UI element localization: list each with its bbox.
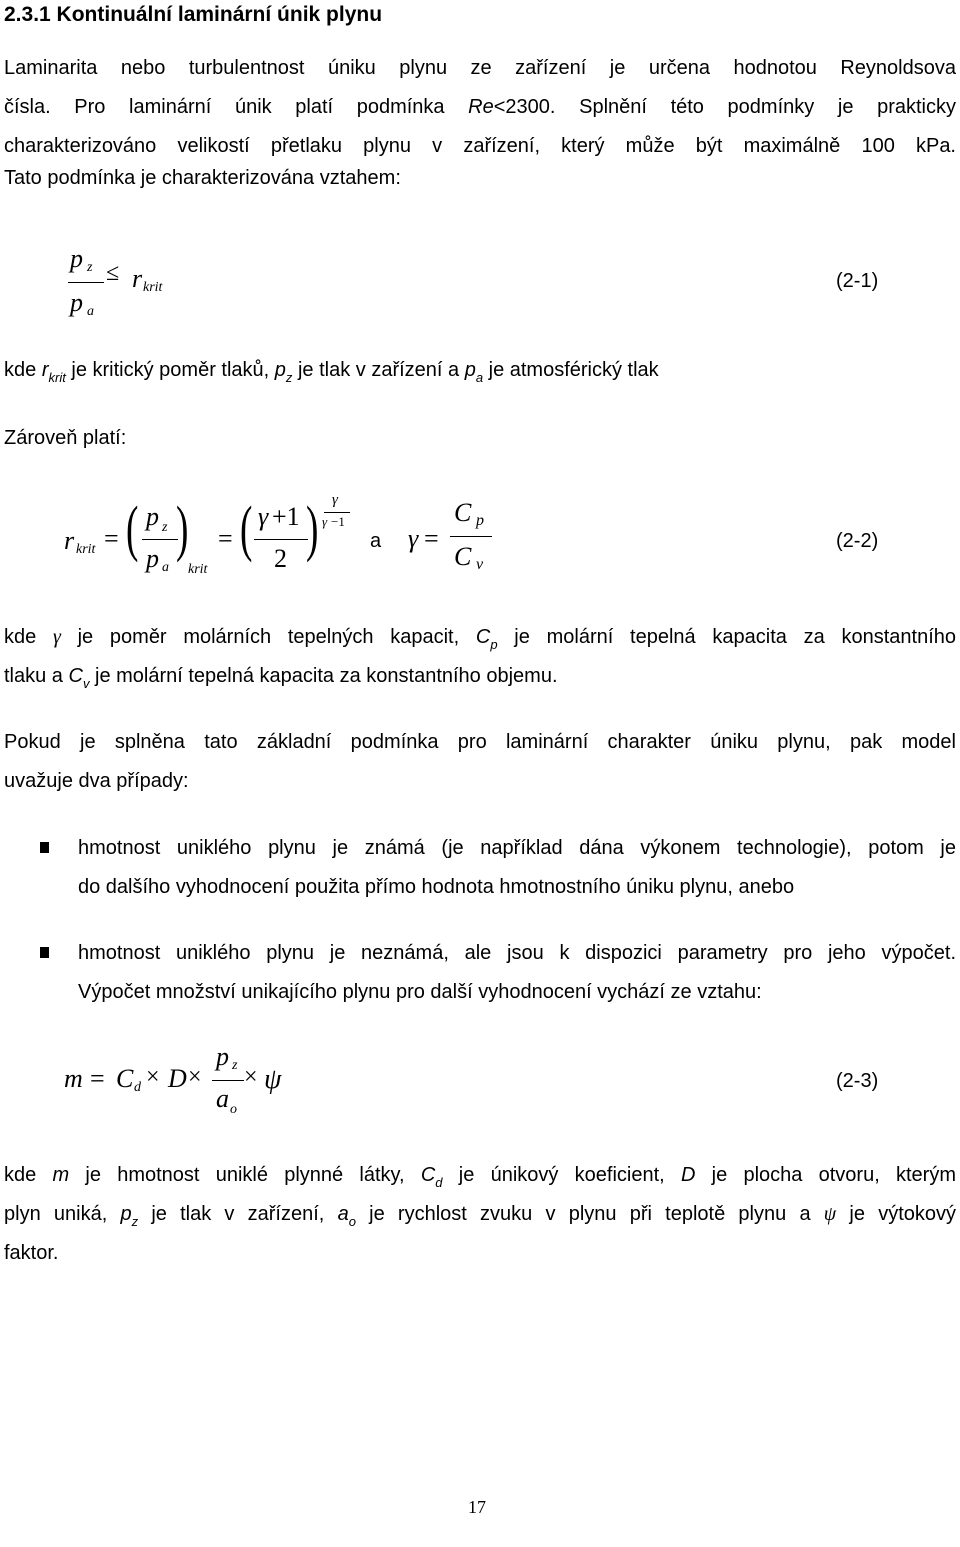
equation-2-3: m = C d × D × p z a o × ψ (2-3) xyxy=(64,1042,879,1117)
equation-number: (2-1) xyxy=(836,270,879,292)
paragraph-cases-line2: uvažuje dva případy: xyxy=(4,770,189,792)
equation-2-2: r krit = ( p z p a ) krit = ( γ +1 2 ) γ γ −1 a γ = C p C v (2-2) xyxy=(64,492,879,577)
equation-number: (2-2) xyxy=(836,530,879,552)
bullet-marker xyxy=(40,947,49,958)
paragraph-intro-line3: charakterizováno velikostí přetlaku plynu v zařízení, který může být maximálně 100 kPa. xyxy=(4,135,956,157)
bullet-item-1-line1: hmotnost uniklého plynu je známá (je například dána výkonem technologie), potom je xyxy=(78,837,956,859)
paragraph-gamma-line1: kde γ je poměr molárních tepelných kapacit, $C_p$ je molární tepelná kapacita za konstantního xyxy=(4,626,956,652)
bullet-item-1-line2: do dalšího vyhodnocení použita přímo hodnota hmotnostního úniku plynu, anebo xyxy=(78,876,795,898)
bullet-marker xyxy=(40,842,49,853)
equation-number: (2-3) xyxy=(836,1070,879,1092)
paragraph-cases-line1: Pokud je splněna tato základní podmínka pro laminární charakter úniku plynu, pak model xyxy=(4,731,956,753)
paragraph-variables-line3: faktor. xyxy=(4,1242,59,1264)
paragraph-variables-line1: kde m je hmotnost uniklé plynné látky, $C_d$ je únikový koeficient, D je plocha otvoru, kterým xyxy=(4,1164,957,1190)
section-heading: 2.3.1 Kontinuální laminární únik plynu xyxy=(4,3,383,26)
paragraph-intro-line1: Laminarita nebo turbulentnost úniku plynu ze zařízení je určena hodnotou Reynoldsova xyxy=(4,57,956,79)
paragraph-definitions-1: kde $r_{krit}$ je kritický poměr tlaků, $p_z$ je tlak v zařízení a $p_a$ je atmosférický tlak xyxy=(4,359,659,385)
bullet-item-2-line2: Výpočet množství unikajícího plynu pro další vyhodnocení vychází ze vztahu: xyxy=(78,981,762,1003)
paragraph-variables-line2: plyn uniká, $p_z$ je tlak v zařízení, $a_o$ je rychlost zvuku v plynu při teplotě plynu a ψ je výtokový xyxy=(4,1203,957,1229)
bullet-item-2-line1: hmotnost uniklého plynu je neznámá, ale jsou k dispozici parametry pro jeho výpočet. xyxy=(78,942,956,964)
page-number: 17 xyxy=(468,1497,486,1517)
paragraph-also-holds: Zároveň platí: xyxy=(4,427,127,449)
paragraph-intro-line2: čísla. Pro laminární únik platí podmínka Re<2300. Splnění této podmínky je prakticky xyxy=(4,96,956,118)
paragraph-intro-line4: Tato podmínka je charakterizována vztahem: xyxy=(4,167,401,189)
paragraph-gamma-line2: tlaku a $C_v$ je molární tepelná kapacita za konstantního objemu. xyxy=(4,665,558,691)
equation-2-1: p z p a ≤ r krit (2-1) xyxy=(70,244,879,319)
